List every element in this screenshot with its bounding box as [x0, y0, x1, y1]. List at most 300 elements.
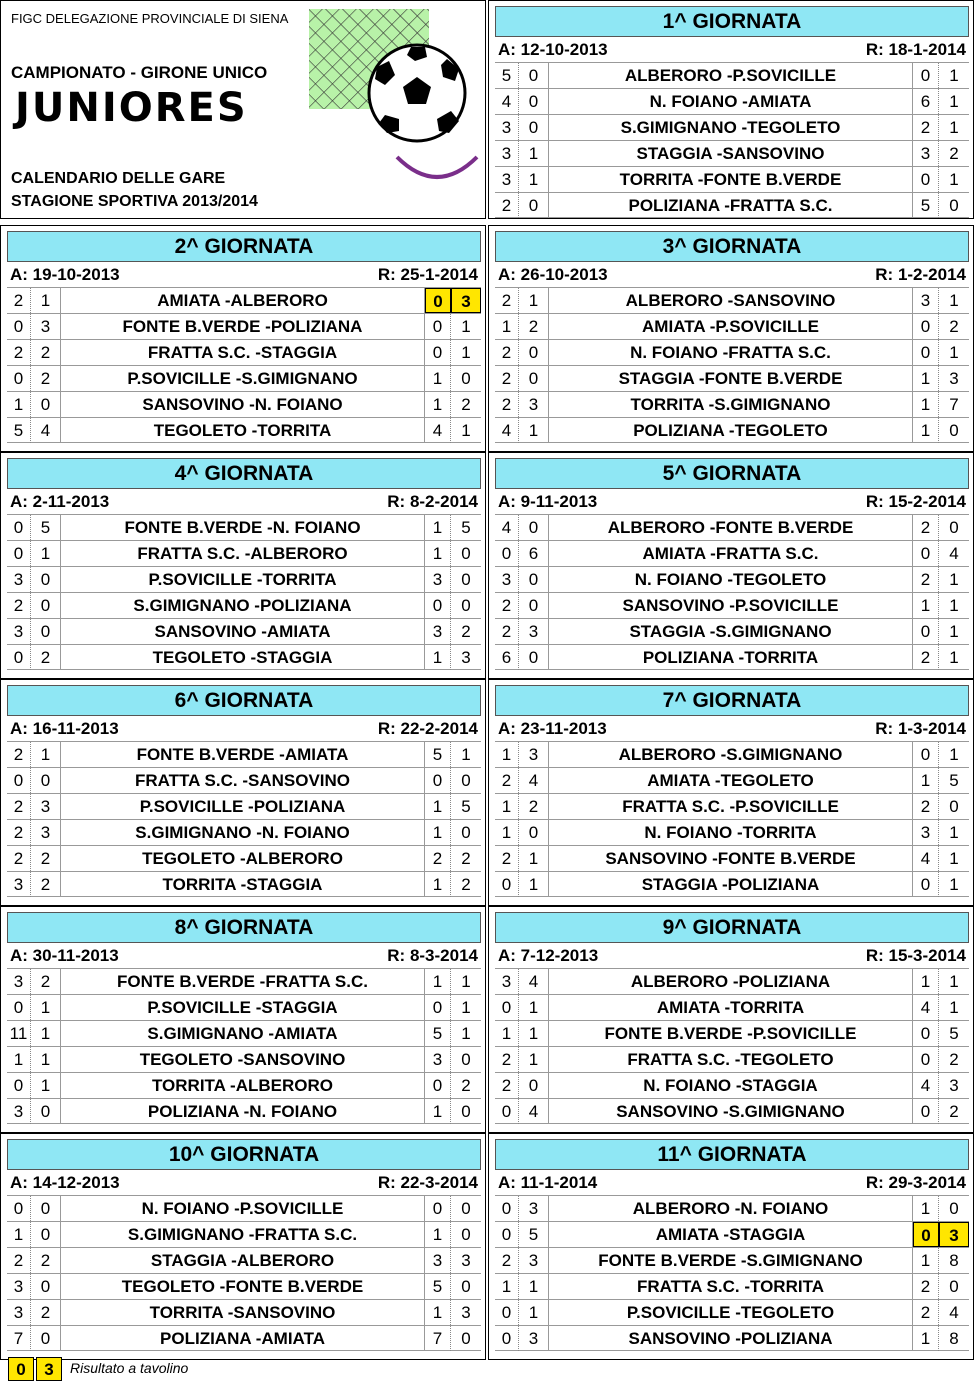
andata-home-score: 0 [7, 1073, 31, 1098]
match-teams: N. FOIANO -STAGGIA [549, 1073, 913, 1098]
match-row [7, 592, 481, 618]
ritorno-home-score: 3 [425, 1248, 451, 1273]
round-title: 11^ GIORNATA [495, 1139, 969, 1170]
ritorno-home-score: 1 [913, 1248, 939, 1273]
andata-away-score: 0 [519, 89, 549, 114]
andata-away-score: 1 [519, 418, 549, 443]
andata-home-score: 0 [495, 1099, 519, 1124]
andata-away-score: 4 [519, 969, 549, 994]
andata-away-score: 1 [31, 995, 61, 1020]
andata-away-score: 2 [31, 846, 61, 871]
match-row [495, 391, 969, 417]
round-title: 7^ GIORNATA [495, 685, 969, 716]
andata-away-score: 3 [519, 619, 549, 644]
andata-away-score: 2 [31, 969, 61, 994]
ritorno-date: R: 15-2-2014 [865, 492, 966, 511]
ritorno-home-score: 0 [425, 1073, 451, 1098]
andata-home-score: 2 [495, 288, 519, 313]
andata-away-score: 4 [31, 418, 61, 443]
andata-away-score: 2 [31, 366, 61, 391]
ritorno-home-score: 0 [913, 340, 939, 365]
ritorno-away-score: 0 [949, 518, 959, 537]
match-teams: N. FOIANO -AMIATA [549, 89, 913, 114]
ritorno-home-score: 1 [913, 1326, 939, 1351]
match-row [495, 592, 969, 618]
legend-text: Risultato a tavolino [70, 1360, 189, 1376]
andata-away-score: 0 [31, 1274, 61, 1299]
andata-home-score: 3 [495, 141, 519, 166]
andata-home-score: 2 [7, 846, 31, 871]
andata-home-score: 3 [7, 1274, 31, 1299]
andata-away-score: 2 [31, 1248, 61, 1273]
match-teams: TEGOLETO -SANSOVINO [61, 1047, 425, 1072]
andata-date: A: 19-10-2013 [10, 265, 120, 284]
round-block [0, 906, 486, 1133]
match-row [7, 1299, 481, 1325]
andata-away-score: 3 [519, 1196, 549, 1221]
ritorno-away-score: 1 [461, 343, 471, 362]
andata-home-score: 3 [495, 167, 519, 192]
match-row [495, 566, 969, 592]
andata-home-score: 0 [495, 1300, 519, 1325]
ritorno-away-score: 1 [949, 570, 959, 589]
federation-label: FIGC DELEGAZIONE PROVINCIALE DI SIENA [11, 11, 289, 26]
ritorno-home-score: 3 [913, 141, 939, 166]
andata-away-score: 0 [31, 1099, 61, 1124]
match-teams: AMIATA -FRATTA S.C. [549, 541, 913, 566]
legend-score-home: 0 [8, 1357, 34, 1381]
match-row [7, 644, 481, 670]
match-teams: AMIATA -TORRITA [549, 995, 913, 1020]
category-title: JUNIORES [15, 85, 248, 131]
andata-away-score: 1 [519, 995, 549, 1020]
match-teams: FONTE B.VERDE -AMIATA [61, 742, 425, 767]
ritorno-home-score: 3 [425, 1047, 451, 1072]
ritorno-away-score: 0 [461, 1199, 471, 1218]
ritorno-away-score: 5 [949, 771, 959, 790]
match-row [7, 313, 481, 339]
ritorno-away-score: 3 [461, 1303, 471, 1322]
match-row [495, 62, 969, 88]
match-teams: N. FOIANO -TORRITA [549, 820, 913, 845]
ritorno-home-score: 1 [425, 515, 451, 540]
match-teams: STAGGIA -S.GIMIGNANO [549, 619, 913, 644]
ritorno-away-score: 1 [949, 92, 959, 111]
andata-away-score: 0 [519, 1073, 549, 1098]
ritorno-home-score: 1 [913, 418, 939, 443]
match-row [7, 871, 481, 897]
ritorno-date: R: 1-3-2014 [875, 719, 966, 738]
round-dates [7, 490, 481, 514]
ritorno-away-score: 1 [949, 998, 959, 1017]
ritorno-home-score: 1 [425, 1099, 451, 1124]
round-block [488, 0, 974, 219]
andata-away-score: 6 [519, 541, 549, 566]
ritorno-away-score: 3 [949, 369, 959, 388]
ritorno-home-score: 0 [913, 872, 939, 897]
match-teams: TORRITA -SANSOVINO [61, 1300, 425, 1325]
ritorno-away-score: 2 [461, 395, 471, 414]
match-row [495, 514, 969, 540]
andata-home-score: 2 [495, 193, 519, 218]
andata-home-score: 1 [7, 392, 31, 417]
ritorno-home-score: 1 [425, 969, 451, 994]
ritorno-home-score: 1 [913, 392, 939, 417]
match-teams: TEGOLETO -FONTE B.VERDE [61, 1274, 425, 1299]
match-teams: FRATTA S.C. -TORRITA [549, 1274, 913, 1299]
round-dates [495, 944, 969, 968]
ritorno-away-score: 2 [461, 875, 471, 894]
match-row [495, 365, 969, 391]
ritorno-home-score: 2 [913, 1300, 939, 1325]
andata-home-score: 1 [495, 314, 519, 339]
match-teams: SANSOVINO -N. FOIANO [61, 392, 425, 417]
ritorno-away-score: 0 [461, 771, 471, 790]
round-dates [7, 944, 481, 968]
andata-home-score: 2 [7, 593, 31, 618]
match-row [7, 994, 481, 1020]
header-panel [0, 0, 486, 219]
round-title: 8^ GIORNATA [7, 912, 481, 943]
round-dates [7, 717, 481, 741]
round-title: 10^ GIORNATA [7, 1139, 481, 1170]
ritorno-home-score: 0 [913, 1021, 939, 1046]
match-teams: TORRITA -S.GIMIGNANO [549, 392, 913, 417]
ritorno-date: R: 29-3-2014 [865, 1173, 966, 1192]
andata-date: A: 2-11-2013 [10, 492, 110, 511]
andata-away-score: 0 [519, 193, 549, 218]
andata-away-score: 1 [519, 288, 549, 313]
ritorno-home-score: 0 [913, 1222, 939, 1247]
ritorno-home-score: 4 [913, 1073, 939, 1098]
match-teams: AMIATA -TEGOLETO [549, 768, 913, 793]
legend-score-away: 3 [36, 1357, 62, 1381]
andata-home-score: 2 [7, 288, 31, 313]
match-row [495, 1299, 969, 1325]
match-teams: TORRITA -FONTE B.VERDE [549, 167, 913, 192]
andata-away-score: 0 [519, 515, 549, 540]
ritorno-away-score: 8 [949, 1329, 959, 1348]
andata-away-score: 3 [519, 742, 549, 767]
match-row [495, 1098, 969, 1124]
ritorno-home-score: 1 [913, 593, 939, 618]
ritorno-away-score: 1 [949, 66, 959, 85]
round-block [488, 225, 974, 452]
match-teams: ALBERORO -SANSOVINO [549, 288, 913, 313]
match-row [7, 540, 481, 566]
andata-away-score: 1 [31, 1047, 61, 1072]
round-dates [495, 263, 969, 287]
match-row [7, 741, 481, 767]
ritorno-away-score: 0 [949, 797, 959, 816]
match-teams: SANSOVINO -P.SOVICILLE [549, 593, 913, 618]
match-teams: S.GIMIGNANO -N. FOIANO [61, 820, 425, 845]
match-row [495, 540, 969, 566]
match-row [7, 1273, 481, 1299]
ritorno-away-score: 7 [949, 395, 959, 414]
andata-away-score: 2 [31, 1300, 61, 1325]
match-row [7, 566, 481, 592]
match-row [7, 1046, 481, 1072]
andata-away-score: 0 [31, 768, 61, 793]
ritorno-away-score: 2 [949, 1102, 959, 1121]
match-row [495, 994, 969, 1020]
match-teams: ALBERORO -FONTE B.VERDE [549, 515, 913, 540]
andata-home-score: 0 [7, 314, 31, 339]
match-row [7, 1325, 481, 1351]
ritorno-home-score: 0 [913, 1099, 939, 1124]
ritorno-home-score: 0 [425, 340, 451, 365]
andata-home-score: 2 [495, 392, 519, 417]
andata-home-score: 1 [495, 794, 519, 819]
andata-home-score: 2 [7, 742, 31, 767]
andata-home-score: 3 [7, 872, 31, 897]
ritorno-home-score: 0 [913, 619, 939, 644]
match-row [495, 1273, 969, 1299]
andata-home-score: 0 [7, 768, 31, 793]
match-teams: TORRITA -ALBERORO [61, 1073, 425, 1098]
match-row [7, 514, 481, 540]
ritorno-home-score: 0 [913, 63, 939, 88]
ritorno-home-score: 1 [425, 645, 451, 670]
andata-home-score: 0 [495, 1196, 519, 1221]
match-teams: TORRITA -STAGGIA [61, 872, 425, 897]
match-row [7, 1247, 481, 1273]
andata-away-score: 3 [519, 1326, 549, 1351]
ritorno-home-score: 0 [425, 593, 451, 618]
match-teams: TEGOLETO -ALBERORO [61, 846, 425, 871]
match-teams: ALBERORO -S.GIMIGNANO [549, 742, 913, 767]
ritorno-away-score: 0 [461, 1225, 471, 1244]
andata-away-score: 0 [31, 1222, 61, 1247]
match-teams: TEGOLETO -STAGGIA [61, 645, 425, 670]
round-title: 9^ GIORNATA [495, 912, 969, 943]
andata-away-score: 0 [31, 392, 61, 417]
match-teams: N. FOIANO -TEGOLETO [549, 567, 913, 592]
match-teams: STAGGIA -ALBERORO [61, 1248, 425, 1273]
match-teams: S.GIMIGNANO -TEGOLETO [549, 115, 913, 140]
match-row [495, 114, 969, 140]
ritorno-away-score: 2 [949, 144, 959, 163]
match-row [495, 968, 969, 994]
ritorno-home-score: 4 [913, 995, 939, 1020]
andata-home-score: 3 [495, 969, 519, 994]
ritorno-away-score: 4 [949, 544, 959, 563]
match-row [495, 339, 969, 365]
match-row [7, 365, 481, 391]
andata-home-score: 1 [495, 1274, 519, 1299]
match-teams: ALBERORO -POLIZIANA [549, 969, 913, 994]
andata-date: A: 11-1-2014 [498, 1173, 598, 1192]
andata-home-score: 2 [7, 820, 31, 845]
match-row [495, 871, 969, 897]
andata-away-score: 3 [519, 392, 549, 417]
match-teams: FONTE B.VERDE -FRATTA S.C. [61, 969, 425, 994]
ritorno-away-score: 0 [461, 1050, 471, 1069]
match-row [7, 339, 481, 365]
match-row [495, 166, 969, 192]
ritorno-away-score: 0 [461, 369, 471, 388]
ritorno-home-score: 5 [913, 193, 939, 218]
round-title: 6^ GIORNATA [7, 685, 481, 716]
ritorno-home-score: 2 [913, 645, 939, 670]
andata-home-score: 3 [7, 969, 31, 994]
ritorno-away-score: 1 [461, 421, 471, 440]
andata-home-score: 2 [7, 794, 31, 819]
round-title: 4^ GIORNATA [7, 458, 481, 489]
ritorno-home-score: 2 [913, 515, 939, 540]
match-row [7, 845, 481, 871]
ritorno-away-score: 1 [949, 118, 959, 137]
match-row [495, 1221, 969, 1247]
ritorno-home-score: 1 [425, 1300, 451, 1325]
round-dates [7, 1171, 481, 1195]
ritorno-away-score: 0 [949, 421, 959, 440]
andata-away-score: 0 [31, 1196, 61, 1221]
match-row [7, 1072, 481, 1098]
andata-date: A: 26-10-2013 [498, 265, 608, 284]
match-teams: POLIZIANA -FRATTA S.C. [549, 193, 913, 218]
andata-away-score: 1 [519, 846, 549, 871]
ritorno-home-score: 0 [913, 314, 939, 339]
ritorno-away-score: 0 [461, 1329, 471, 1348]
match-row [7, 819, 481, 845]
match-row [495, 88, 969, 114]
andata-away-score: 0 [31, 1326, 61, 1351]
andata-away-score: 0 [519, 820, 549, 845]
andata-home-score: 0 [7, 645, 31, 670]
andata-home-score: 0 [495, 1222, 519, 1247]
match-teams: AMIATA -P.SOVICILLE [549, 314, 913, 339]
match-row [495, 417, 969, 443]
andata-date: A: 16-11-2013 [10, 719, 119, 738]
ritorno-away-score: 2 [461, 849, 471, 868]
ritorno-home-score: 2 [913, 1274, 939, 1299]
match-teams: FONTE B.VERDE -N. FOIANO [61, 515, 425, 540]
round-block [0, 225, 486, 452]
andata-home-score: 5 [495, 63, 519, 88]
ritorno-away-score: 0 [461, 1277, 471, 1296]
legend [8, 1357, 308, 1381]
andata-away-score: 0 [519, 567, 549, 592]
andata-away-score: 1 [31, 742, 61, 767]
ritorno-away-score: 4 [949, 1303, 959, 1322]
andata-away-score: 0 [519, 115, 549, 140]
match-row [495, 1046, 969, 1072]
round-dates [495, 1171, 969, 1195]
andata-away-score: 2 [519, 794, 549, 819]
andata-home-score: 2 [495, 1073, 519, 1098]
ritorno-away-score: 1 [949, 622, 959, 641]
ritorno-date: R: 8-3-2014 [387, 946, 478, 965]
round-block [488, 679, 974, 906]
ritorno-away-score: 3 [461, 1251, 471, 1270]
round-block [0, 679, 486, 906]
match-row [495, 819, 969, 845]
match-teams: POLIZIANA -AMIATA [61, 1326, 425, 1351]
ritorno-home-score: 2 [913, 567, 939, 592]
round-title: 1^ GIORNATA [495, 6, 969, 37]
ritorno-home-score: 4 [913, 846, 939, 871]
ritorno-home-score: 1 [425, 794, 451, 819]
andata-home-score: 5 [7, 418, 31, 443]
ritorno-away-score: 3 [451, 288, 481, 313]
ritorno-home-score: 1 [913, 768, 939, 793]
round-block [488, 452, 974, 679]
ritorno-away-score: 0 [461, 544, 471, 563]
ritorno-away-score: 1 [949, 823, 959, 842]
match-row [7, 391, 481, 417]
ritorno-home-score: 5 [425, 1274, 451, 1299]
ritorno-date: R: 8-2-2014 [387, 492, 478, 511]
match-row [495, 618, 969, 644]
andata-away-score: 1 [519, 1021, 549, 1046]
andata-away-score: 1 [519, 167, 549, 192]
andata-home-score: 3 [7, 567, 31, 592]
ritorno-home-score: 1 [425, 392, 451, 417]
ritorno-home-score: 0 [425, 768, 451, 793]
ritorno-home-score: 2 [913, 115, 939, 140]
round-title: 3^ GIORNATA [495, 231, 969, 262]
match-teams: P.SOVICILLE -TORRITA [61, 567, 425, 592]
andata-home-score: 1 [7, 1047, 31, 1072]
match-teams: FONTE B.VERDE -S.GIMIGNANO [549, 1248, 913, 1273]
championship-label: CAMPIONATO - GIRONE UNICO [11, 63, 268, 82]
soccer-ball-net-icon [307, 7, 483, 193]
season-label: STAGIONE SPORTIVA 2013/2014 [11, 193, 258, 210]
ritorno-away-score: 1 [461, 317, 471, 336]
round-dates [495, 490, 969, 514]
round-block [0, 452, 486, 679]
andata-away-score: 3 [31, 820, 61, 845]
andata-away-score: 0 [31, 593, 61, 618]
match-teams: POLIZIANA -TORRITA [549, 645, 913, 670]
match-teams: P.SOVICILLE -TEGOLETO [549, 1300, 913, 1325]
ritorno-date: R: 25-1-2014 [377, 265, 478, 284]
ritorno-home-score: 1 [913, 1196, 939, 1221]
andata-away-score: 4 [519, 768, 549, 793]
ritorno-home-score: 5 [425, 742, 451, 767]
round-block [0, 1133, 486, 1360]
ritorno-home-score: 0 [913, 1047, 939, 1072]
ritorno-away-score: 8 [949, 1251, 959, 1270]
andata-away-score: 2 [31, 340, 61, 365]
andata-home-score: 0 [495, 872, 519, 897]
match-row [495, 1247, 969, 1273]
andata-home-score: 1 [495, 742, 519, 767]
match-row [495, 287, 969, 313]
match-row [7, 968, 481, 994]
ritorno-home-score: 3 [913, 820, 939, 845]
match-row [495, 793, 969, 819]
andata-home-score: 3 [7, 1300, 31, 1325]
ritorno-away-score: 1 [949, 170, 959, 189]
match-teams: S.GIMIGNANO -FRATTA S.C. [61, 1222, 425, 1247]
ritorno-date: R: 22-2-2014 [377, 719, 478, 738]
ritorno-home-score: 5 [425, 1021, 451, 1046]
ritorno-home-score: 1 [425, 820, 451, 845]
andata-home-score: 4 [495, 418, 519, 443]
ritorno-home-score: 3 [425, 619, 451, 644]
ritorno-away-score: 2 [461, 622, 471, 641]
ritorno-away-score: 1 [949, 596, 959, 615]
andata-home-score: 2 [495, 593, 519, 618]
ritorno-away-score: 3 [949, 1076, 959, 1095]
ritorno-away-score: 1 [461, 998, 471, 1017]
ritorno-away-score: 0 [461, 570, 471, 589]
ritorno-away-score: 1 [949, 849, 959, 868]
ritorno-away-score: 1 [461, 745, 471, 764]
